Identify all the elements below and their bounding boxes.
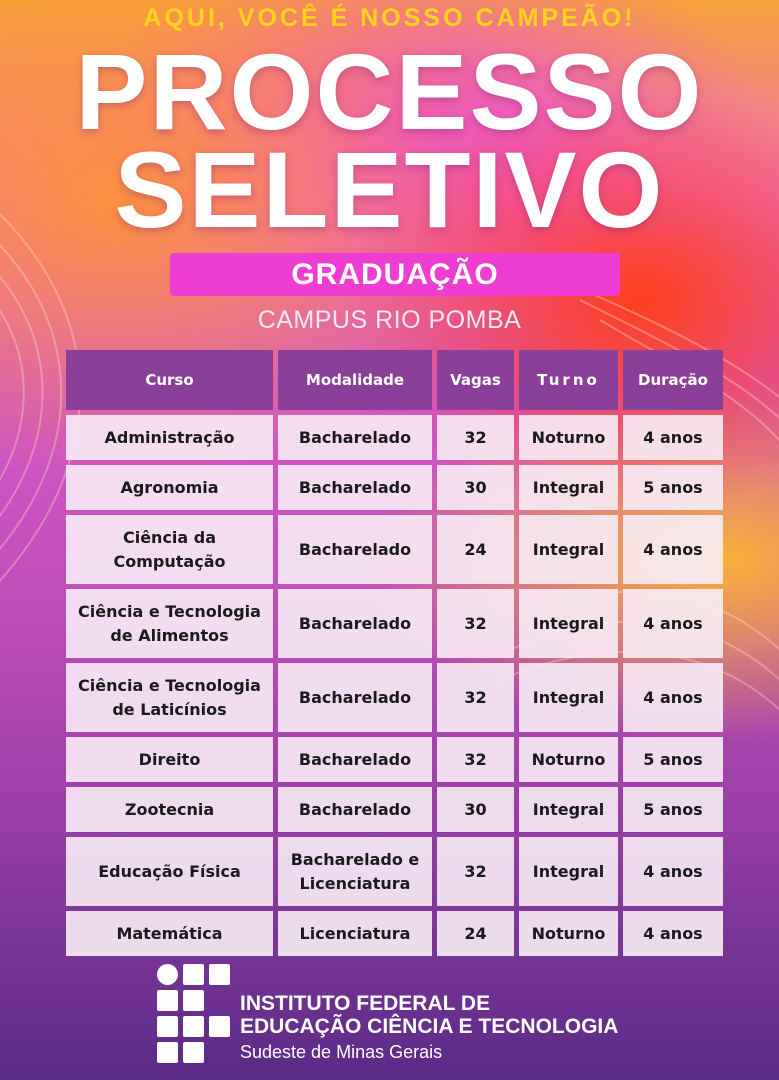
title-line-2: SELETIVO — [114, 129, 665, 250]
cell-turno: Noturno — [519, 911, 618, 956]
table-row — [66, 737, 723, 782]
table-row — [66, 837, 723, 906]
cell-vagas: 30 — [437, 465, 514, 510]
cell-vagas: 32 — [437, 589, 514, 658]
cell-curso: Administração — [66, 415, 273, 460]
cell-curso: Educação Física — [66, 837, 273, 906]
cell-duracao: 5 anos — [623, 737, 723, 782]
table-row — [66, 787, 723, 832]
cell-modalidade: Bacharelado — [278, 465, 432, 510]
level-label: GRADUAÇÃO — [291, 257, 499, 291]
cell-modalidade: Bacharelado — [278, 589, 432, 658]
cell-modalidade: Bacharelado — [278, 415, 432, 460]
institution-line-1: INSTITUTO FEDERAL DE — [240, 992, 491, 1015]
cell-modalidade: Licenciatura — [278, 911, 432, 956]
cell-curso: Matemática — [66, 911, 273, 956]
if-logo-icon — [157, 964, 237, 1064]
institution-subtitle: Sudeste de Minas Gerais — [240, 1042, 443, 1062]
header-duracao: Duração — [623, 350, 723, 410]
header-modalidade: Modalidade — [278, 350, 432, 410]
cell-duracao: 5 anos — [623, 787, 723, 832]
cell-duracao: 4 anos — [623, 911, 723, 956]
cell-duracao: 4 anos — [623, 415, 723, 460]
cell-curso: Agronomia — [66, 465, 273, 510]
cell-curso: Ciência e Tecnologia de Alimentos — [66, 589, 273, 658]
title-line-1: PROCESSO — [75, 31, 704, 152]
cell-turno: Integral — [519, 465, 618, 510]
courses-table — [66, 350, 723, 961]
cell-duracao: 4 anos — [623, 663, 723, 732]
cell-modalidade: Bacharelado e Licenciatura — [278, 837, 432, 906]
cell-vagas: 24 — [437, 515, 514, 584]
cell-vagas: 32 — [437, 415, 514, 460]
header-turno: Turno — [519, 350, 618, 410]
cell-duracao: 4 anos — [623, 515, 723, 584]
cell-vagas: 30 — [437, 787, 514, 832]
cell-turno: Integral — [519, 589, 618, 658]
cell-modalidade: Bacharelado — [278, 737, 432, 782]
cell-vagas: 32 — [437, 837, 514, 906]
cell-turno: Noturno — [519, 415, 618, 460]
level-banner — [170, 253, 620, 296]
cell-modalidade: Bacharelado — [278, 515, 432, 584]
cell-modalidade: Bacharelado — [278, 787, 432, 832]
cell-turno: Integral — [519, 515, 618, 584]
cell-turno: Integral — [519, 787, 618, 832]
table-row — [66, 911, 723, 956]
cell-turno: Noturno — [519, 737, 618, 782]
campus-label: CAMPUS RIO POMBA — [257, 306, 522, 334]
cell-duracao: 4 anos — [623, 589, 723, 658]
tagline: AQUI, VOCÊ É NOSSO CAMPEÃO! — [143, 4, 636, 32]
table-row — [66, 465, 723, 510]
cell-curso: Ciência e Tecnologia de Laticínios — [66, 663, 273, 732]
cell-curso: Direito — [66, 737, 273, 782]
cell-duracao: 5 anos — [623, 465, 723, 510]
cell-vagas: 32 — [437, 663, 514, 732]
cell-curso: Zootecnia — [66, 787, 273, 832]
cell-turno: Integral — [519, 837, 618, 906]
table-header-row — [66, 350, 723, 410]
table-row — [66, 589, 723, 658]
cell-vagas: 24 — [437, 911, 514, 956]
cell-modalidade: Bacharelado — [278, 663, 432, 732]
header-curso: Curso — [66, 350, 273, 410]
cell-duracao: 4 anos — [623, 837, 723, 906]
institution-line-2: EDUCAÇÃO CIÊNCIA E TECNOLOGIA — [240, 1015, 619, 1038]
cell-curso: Ciência da Computação — [66, 515, 273, 584]
cell-turno: Integral — [519, 663, 618, 732]
table-row — [66, 663, 723, 732]
table-row — [66, 515, 723, 584]
table-row — [66, 415, 723, 460]
cell-vagas: 32 — [437, 737, 514, 782]
institution-name — [240, 992, 618, 1038]
header-vagas: Vagas — [437, 350, 514, 410]
